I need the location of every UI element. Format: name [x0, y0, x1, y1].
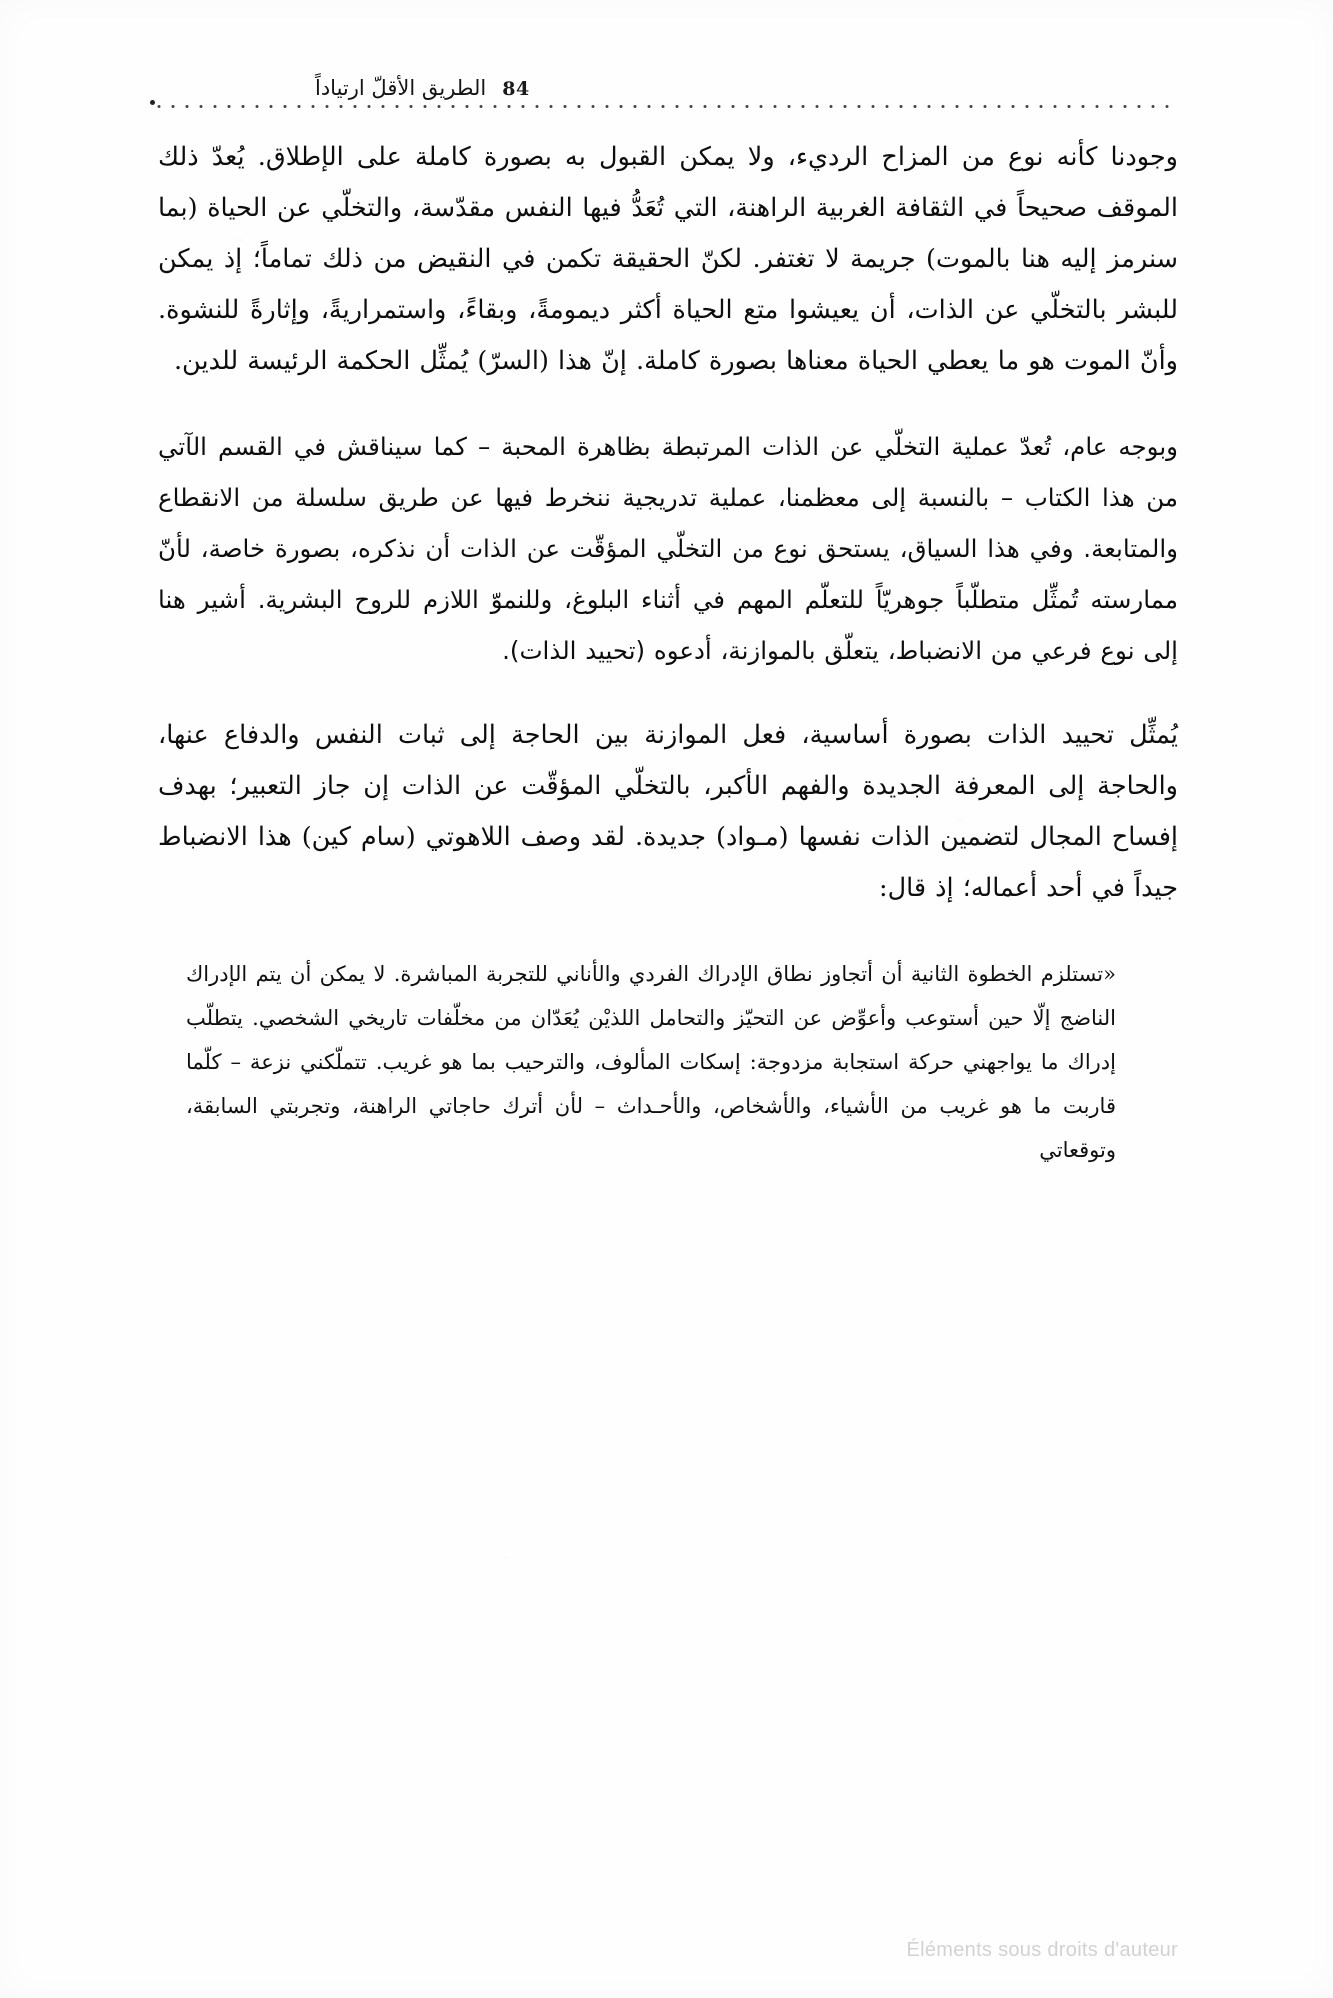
footer-watermark [0, 1939, 1178, 1962]
block-quotation [158, 952, 1178, 1172]
body-paragraph-1: وجودنا كأنه نوع من المزاح الرديء، ولا يمكن القبول به بصورة كاملة على الإطلاق. يُعدّ ذلك الموقف صحيحاً في الثقافة الغربية الراهنة، التي تُعَدُّ فيها النفس مقدّسة، والتخلّي عن الحياة (بما سنرمز إليه هنا بالموت) جريمة لا تغتفر. لكنّ الحقيقة تكمن في النقيض من ذلك تماماً؛ إذ يمكن للبشر بالتخلّي عن الذات، أن يعيشوا متع الحياة أكثر ديمومةً، وبقاءً، واستمراريةً، وإثارةً للنشوة. وأنّ الموت هو ما يعطي الحياة معناها بصورة كاملة. إنّ هذا (السرّ) يُمثِّل الحكمة الرئيسة للدين. [158, 142, 1178, 376]
header-dotted-rule [152, 104, 1175, 109]
footer-watermark-row [0, 1939, 1178, 1962]
running-header [155, 62, 1173, 102]
page-number: 84 [502, 78, 530, 100]
text-column [158, 132, 1178, 1908]
block-quotation-text: «تستلزم الخطوة الثانية أن أتجاوز نطاق الإدراك الفردي والأناني للتجربة المباشرة. لا يمكن أن يتم الإدراك الناضج إلّا حين أستوعب وأعوِّض عن التحيّز والتحامل اللذيْن يُعَدّان من مخلّفات تاريخي الشخصي. يتطلّب إدراك ما يواجهني حركة استجابة مزدوجة: إسكات المألوف، والترحيب بما هو غريب. تتملّكني نزعة – كلّما قاربت ما هو غريب من الأشياء، والأشخاص، والأحـداث – لأن أترك حاجاتي الراهنة، وتجربتي السابقة، وتوقعاتي [186, 962, 1116, 1162]
running-header-book-title: الطريق الأقلّ ارتياداً [315, 76, 487, 100]
body-paragraph-2: وبوجه عام، تُعدّ عملية التخلّي عن الذات المرتبطة بظاهرة المحبة – كما سيناقش في القسم الآتي من هذا الكتاب – بالنسبة إلى معظمنا، عملية تدريجية ننخرط فيها عن طريق سلسلة من الانقطاع والمتابعة. وفي هذا السياق، يستحق نوع من التخلّي المؤقّت عن الذات أن نذكره، بصورة خاصة، لأنّ ممارسته تُمثِّل متطلّباً جوهريّاً للتعلّم المهم في أثناء البلوغ، وللنموّ اللازم للروح البشرية. أشير هنا إلى نوع فرعي من الانضباط، يتعلّق بالموازنة، أدعوه (تحييد الذات). [158, 432, 1178, 665]
body-paragraph-3: يُمثِّل تحييد الذات بصورة أساسية، فعل الموازنة بين الحاجة إلى ثبات النفس والدفاع عنها، والحاجة إلى المعرفة الجديدة والفهم الأكبر، بالتخلّي المؤقّت عن الذات إن جاز التعبير؛ بهدف إفساح المجال لتضمين الذات نفسها (مـواد) جديدة. لقد وصف اللاهوتي (سام كين) هذا الانضباط جيداً في أحد أعماله؛ إذ قال: [158, 720, 1178, 903]
footer-watermark-text: Éléments sous droits d'auteur [906, 1939, 1178, 1961]
running-header-inner [315, 76, 530, 100]
